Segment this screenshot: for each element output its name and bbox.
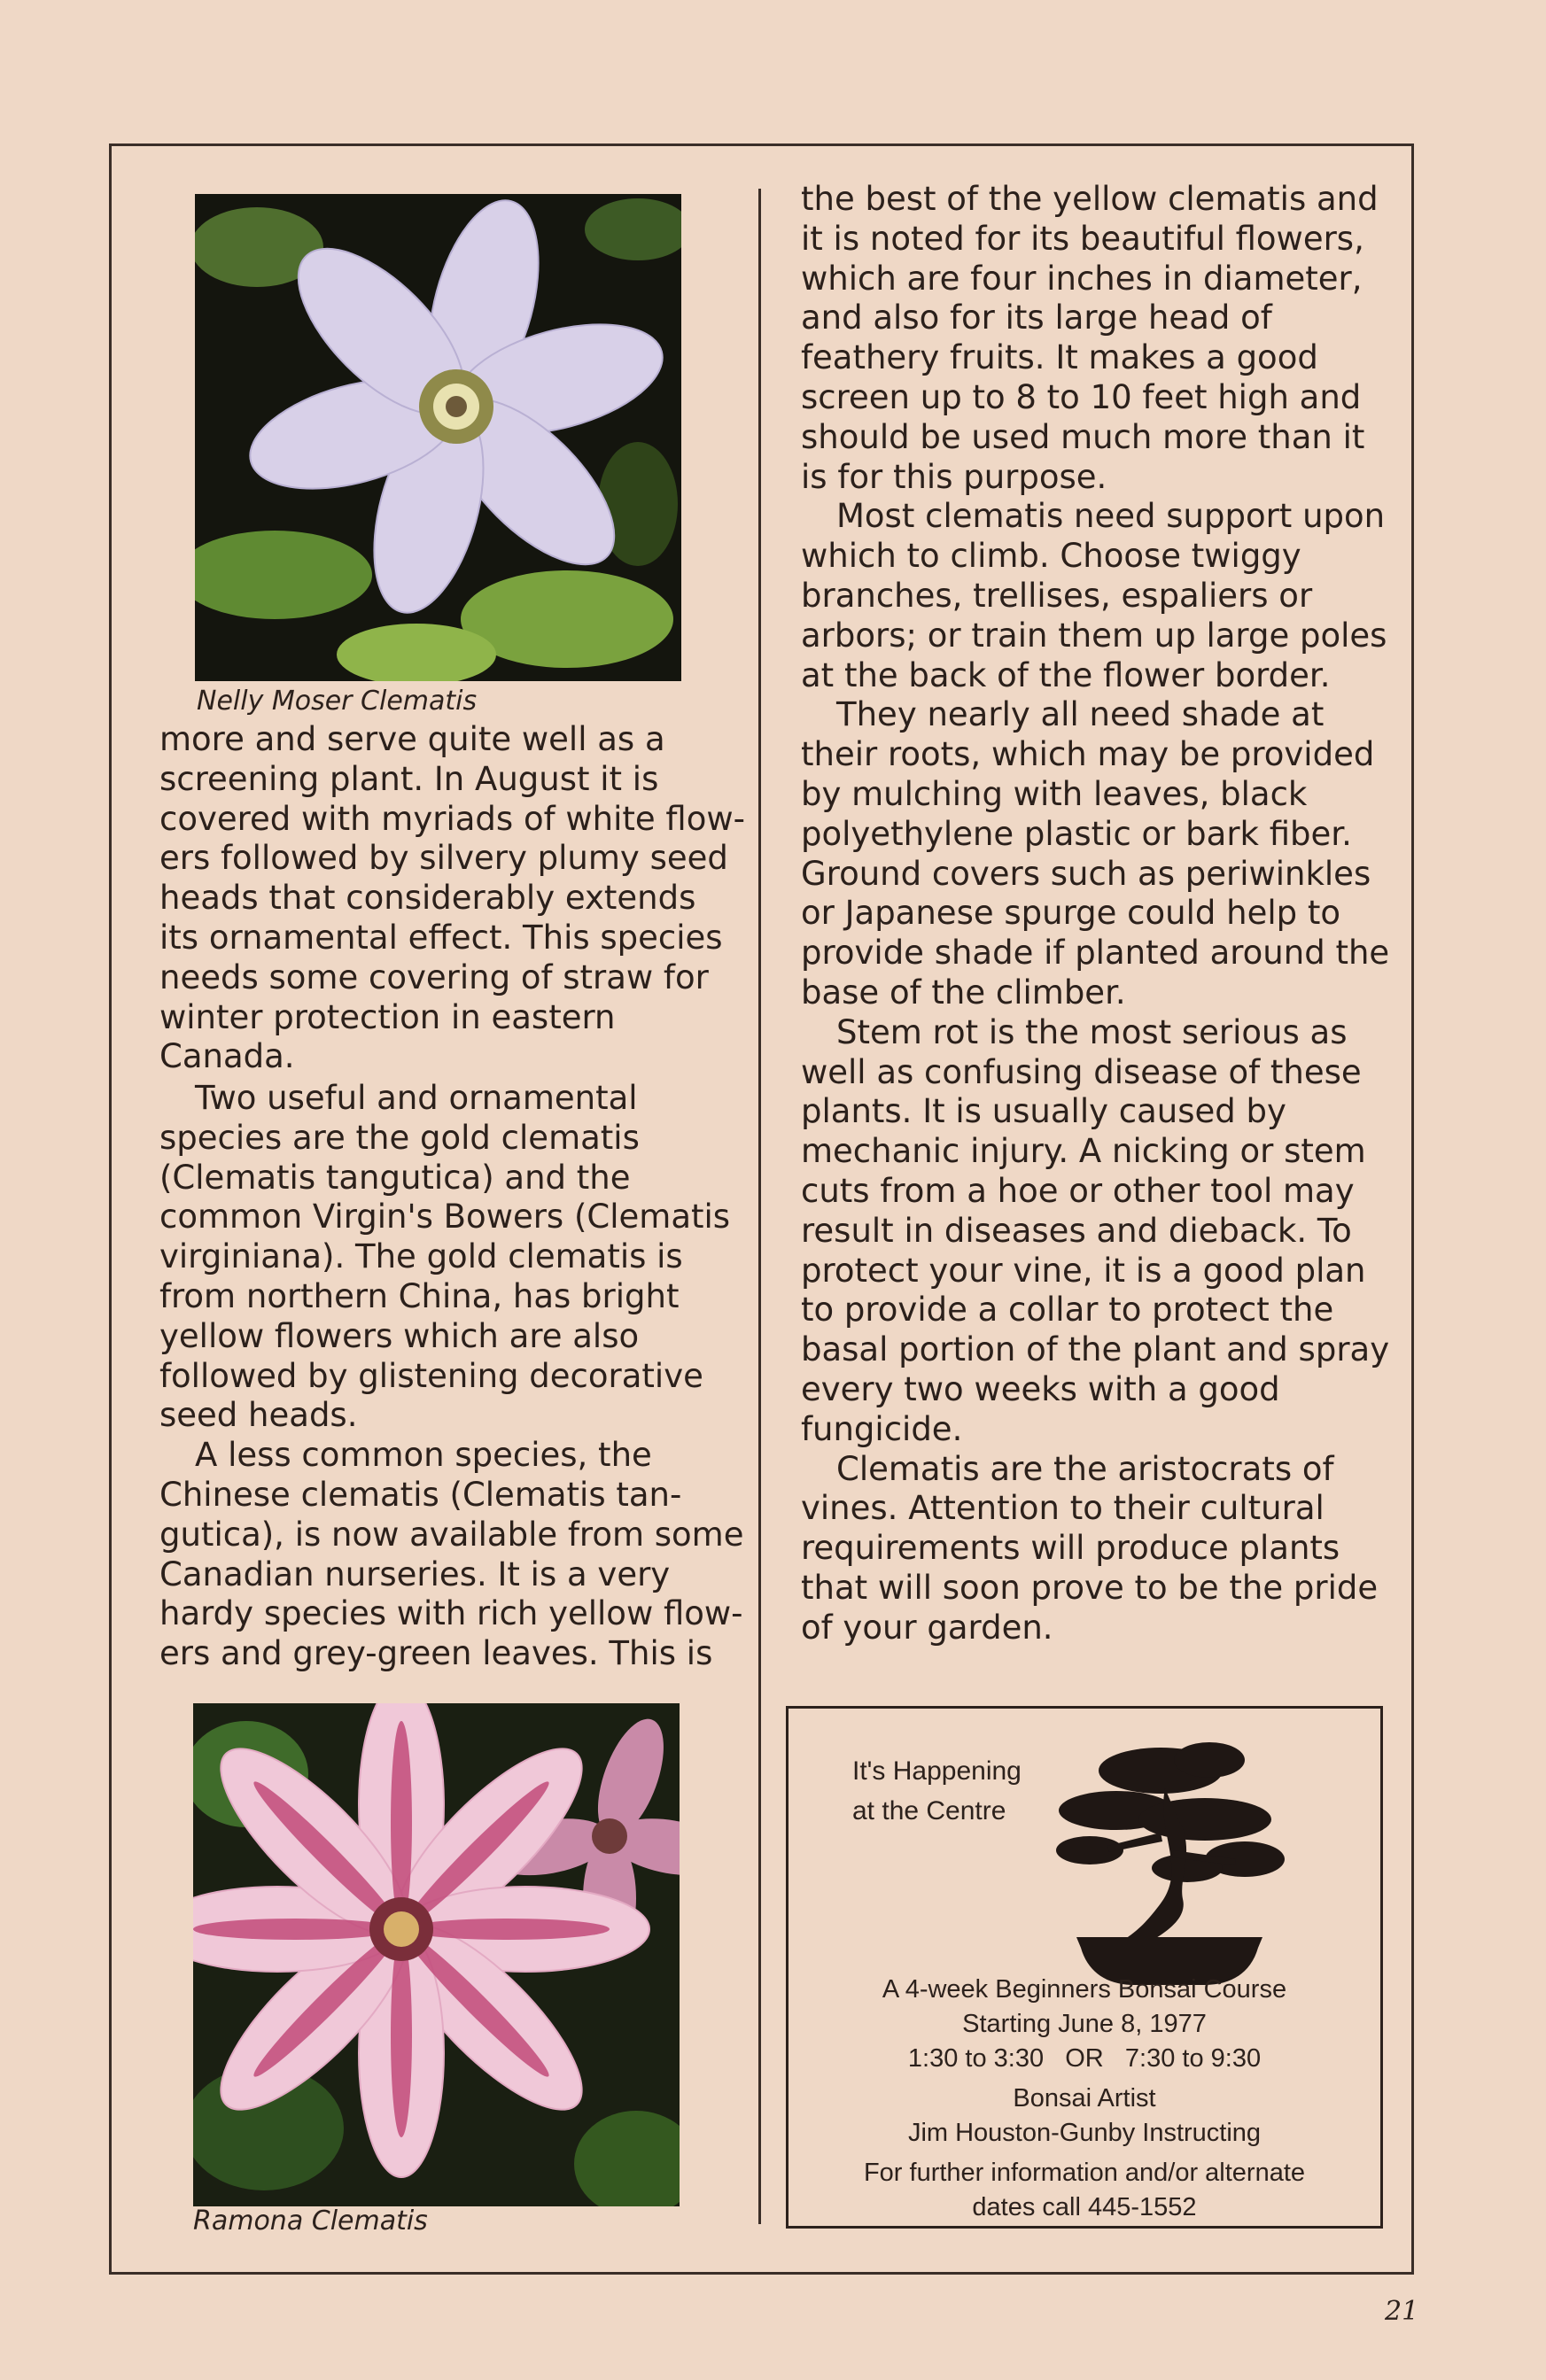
text-line: every two weeks with a good (801, 1369, 1280, 1408)
text-line: heads that considerably extends (159, 879, 696, 918)
text-line: needs some covering of straw for (159, 957, 709, 996)
ad-artist-title: Bonsai Artist (1013, 2084, 1156, 2113)
bonsai-course-ad (786, 1706, 1383, 2229)
text-line: protect your vine, it is a good plan (801, 1251, 1366, 1290)
ad-details (789, 1973, 1380, 2225)
text-line: basal portion of the plant and spray (801, 1330, 1390, 1369)
text-line: which are four inches in diameter, (801, 259, 1363, 298)
text-line: branches, trellises, espaliers or (801, 576, 1313, 615)
text-line: ers followed by silvery plumy seed (159, 839, 728, 878)
text-line: of your garden. (801, 1608, 1053, 1647)
ad-heading (852, 1751, 1022, 1831)
text-line: species are the gold clematis (159, 1118, 640, 1157)
text-line: Canada. (159, 1037, 295, 1076)
text-line: feathery fruits. It makes a good (801, 338, 1318, 377)
text-line: Stem rot is the most serious as (836, 1012, 1348, 1051)
ad-instructor: Jim Houston-Gunby Instructing (907, 2119, 1262, 2147)
text-line: winter protection in eastern (159, 997, 616, 1036)
text-line: mechanic injury. A nicking or stem (801, 1132, 1366, 1171)
text-line: to provide a collar to protect the (801, 1291, 1334, 1330)
text-line: Chinese clematis (Clematis tan- (159, 1475, 682, 1514)
text-line: by mulching with leaves, black (801, 774, 1308, 813)
text-line: it is noted for its beautiful flowers, (801, 219, 1364, 258)
text-line: more and serve quite well as a (159, 720, 665, 758)
text-line: plants. It is usually caused by (801, 1092, 1286, 1131)
text-line: well as confusing disease of these (801, 1052, 1362, 1091)
text-line: fungicide. (801, 1409, 963, 1448)
column-divider (758, 189, 761, 2224)
text-line: from northern China, has bright (159, 1276, 680, 1315)
text-line: covered with myriads of white flow- (159, 799, 745, 838)
text-line: hardy species with rich yellow flow- (159, 1594, 743, 1633)
text-line: provide shade if planted around the (801, 934, 1390, 973)
left-column-text-continued (159, 1079, 743, 1674)
ad-heading-line: at the Centre (852, 1796, 1006, 1826)
right-column-text (801, 180, 1389, 1647)
caption-ramona: Ramona Clematis (193, 2206, 428, 2237)
text-line: base of the climber. (801, 973, 1126, 1012)
text-line: yellow flowers which are also (159, 1316, 640, 1355)
text-line: seed heads. (159, 1396, 358, 1435)
text-line: Two useful and ornamental (195, 1079, 638, 1117)
ad-info-line: dates call 445-1552 (972, 2193, 1197, 2221)
text-line: virginiana). The gold clematis is (159, 1237, 683, 1276)
ad-start-date: Starting June 8, 1977 (962, 2010, 1207, 2038)
text-line: arbors; or train them up large poles (801, 616, 1387, 655)
text-line: their roots, which may be provided (801, 735, 1375, 774)
text-line: common Virgin's Bowers (Clematis (159, 1198, 731, 1237)
caption-nelly-moser: Nelly Moser Clematis (197, 686, 478, 717)
left-column-text (159, 720, 745, 1077)
text-line: Canadian nurseries. It is a very (159, 1554, 671, 1593)
text-line: polyethylene plastic or bark fiber. (801, 814, 1352, 853)
nelly-moser-clematis-photo (195, 194, 681, 681)
text-line: gutica), is now available from some (159, 1515, 744, 1554)
text-line: and also for its large head of (801, 298, 1272, 337)
text-line: ers and grey-green leaves. This is (159, 1634, 713, 1673)
ad-course: A 4-week Beginners Bonsai Course (882, 1975, 1287, 2004)
ad-heading-line: It's Happening (852, 1756, 1022, 1786)
text-line: A less common species, the (195, 1436, 652, 1475)
text-line: cuts from a hoe or other tool may (801, 1171, 1355, 1210)
text-line: Ground covers such as periwinkles (801, 854, 1371, 893)
bonsai-tree-icon (1054, 1735, 1285, 1992)
text-line: followed by glistening decorative (159, 1356, 703, 1395)
text-line: or Japanese spurge could help to (801, 894, 1341, 933)
text-line: screen up to 8 to 10 feet high and (801, 377, 1362, 416)
ramona-clematis-photo (193, 1703, 680, 2206)
text-line: should be used much more than it (801, 417, 1365, 456)
text-line: that will soon prove to be the pride (801, 1568, 1379, 1607)
text-line: screening plant. In August it is (159, 759, 659, 798)
text-line: Most clematis need support upon (836, 497, 1386, 536)
ad-times: 1:30 to 3:30 OR 7:30 to 9:30 (907, 2044, 1262, 2073)
text-line: requirements will produce plants (801, 1529, 1340, 1568)
text-line: which to climb. Choose twiggy (801, 537, 1301, 576)
text-line: They nearly all need shade at (836, 695, 1325, 734)
text-line: result in diseases and dieback. To (801, 1211, 1352, 1250)
page-number: 21 (1385, 2296, 1419, 2327)
text-line: vines. Attention to their cultural (801, 1489, 1325, 1528)
text-line: the best of the yellow clematis and (801, 180, 1379, 218)
text-line: at the back of the flower border. (801, 655, 1331, 694)
text-line: is for this purpose. (801, 457, 1107, 496)
text-line: Clematis are the aristocrats of (836, 1449, 1334, 1488)
text-line: its ornamental effect. This species (159, 918, 723, 957)
ad-info-line: For further information and/or alternate (863, 2159, 1306, 2187)
text-line: (Clematis tangutica) and the (159, 1158, 631, 1197)
